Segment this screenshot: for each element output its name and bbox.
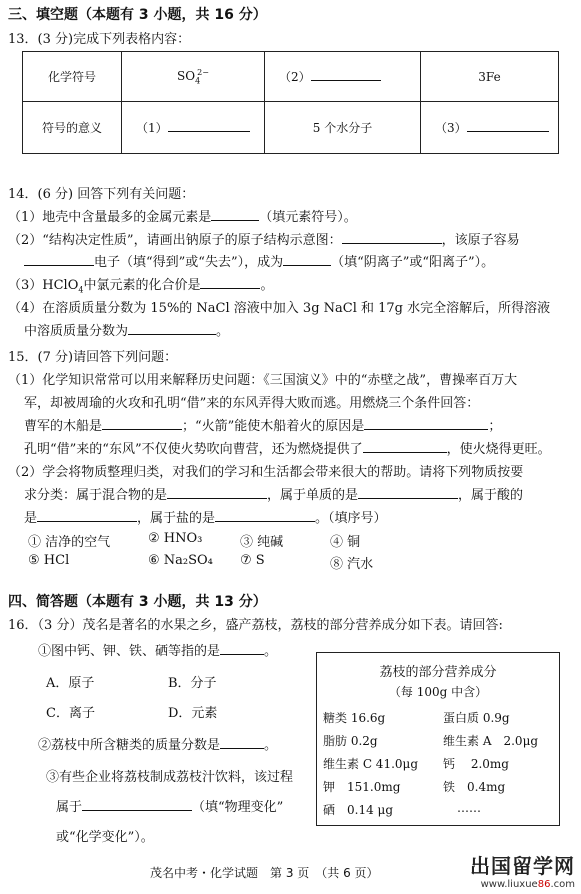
page-footer: 茂名中考・化学试题 第 3 页 （共 6 页） [150,866,379,880]
q15-option-5: ⑤ HCl [28,553,70,568]
q15-3-blank-b [364,417,488,430]
q15-4-text: 孔明“借”来的“东风”不仅使火势吹向曹营，还为燃烧提供了 [24,442,363,457]
q14-2-tail: ，该原子容易 [441,233,520,248]
cell-blank-3 [421,102,559,154]
nutrition-cell: 维生素 A 2.0μg [443,734,539,748]
cell-blank-2 [265,52,421,102]
q15-option-8: ⑧ 汽水 [330,557,374,572]
q14-4-mid: 中氯元素的化合价是 [83,278,201,293]
q15-7-tail: 。（填序号） [315,511,387,526]
q14-6-blank [128,322,216,335]
q14-3-blank-a [24,253,94,266]
q16-option-d: D．元素 [168,706,218,721]
blank-3-label: （3） [435,121,467,135]
q15-line-7 [24,507,387,526]
watermark-url [470,879,575,890]
q15-6-blank-a [167,486,267,499]
q16-sub-2 [38,734,277,753]
q15-option-6: ⑥ Na₂SO₄ [148,553,213,568]
q14-4-tail: 。 [260,278,274,293]
watermark-url-b: 86 [537,879,551,890]
q14-line-6 [24,320,229,339]
nutrition-subtitle: （每 100g 中含） [388,685,488,699]
nutrition-cell: 糖类 16.6g [323,711,386,725]
q15-option-4: ④ 铜 [330,535,361,550]
so4-sup: 2− [197,67,209,77]
q14-line-4 [8,274,274,295]
q15-3-text: 曹军的木船是 [24,419,103,434]
q16-sub-5: 或“化学变化”）。 [56,830,154,845]
q14-3-tail: （填“阴离子”或“阳离子”）。 [331,255,495,270]
q14-stem: 14．(6 分) 回答下列有关问题： [8,187,195,202]
nutrition-cell: 铁 0.4mg [443,780,506,794]
nutrition-cell: …… [457,801,481,815]
so4-sub: 4 [195,76,201,86]
q13-table [22,51,559,154]
blank-2-label: （2） [279,70,311,84]
q15-line-6 [24,484,523,503]
q15-option-7: ⑦ S [240,553,265,568]
watermark [470,850,575,890]
table-head-meaning: 符号的意义 [23,102,122,154]
q16-sub-4 [56,796,283,815]
q15-4-blank [363,440,447,453]
q14-1-blank [211,208,259,221]
q16-1-tail: 。 [264,644,278,659]
watermark-url-c: .com [550,879,575,890]
q14-2-text: （2）“结构决定性质”，请画出钠原子的原子结构示意图： [8,233,342,248]
cell-blank-1 [122,102,265,154]
q16-option-c: C．离子 [46,706,95,721]
q14-1-tail: （填元素符号）。 [259,210,357,225]
nutrition-cell: 硒 0.14 μg [323,803,394,817]
nutrition-cell: 钙 2.0mg [443,757,509,771]
so4-base: SO [177,68,196,83]
q15-4-tail: ，使火烧得更旺。 [446,442,551,457]
q16-option-b: B．分子 [168,676,217,691]
table-head-symbol: 化学符号 [23,52,122,102]
q16-stem: 16．（3 分）茂名是著名的水果之乡，盛产荔枝，荔枝的部分营养成分如下表。请回答: [8,618,503,633]
q14-3-text: 电子（填“得到”或“失去”），成为 [94,255,284,270]
q16-sub-1 [38,640,277,659]
q16-2-blank [220,736,264,749]
q14-line-3 [24,251,494,270]
q16-1-blank [220,642,264,655]
q14-3-blank-b [283,253,331,266]
q15-7-text: 是 [24,511,38,526]
q16-4-text: 属于 [56,800,83,815]
q15-6-tail: ，属于酸的 [458,488,524,503]
cell-so4 [122,52,265,102]
nutrition-cell: 钾 151.0mg [323,780,401,794]
q15-7-mid: ，属于盐的是 [137,511,216,526]
q13-stem: 13．(3 分)完成下列表格内容： [8,32,191,47]
q15-6-mid: ，属于单质的是 [267,488,359,503]
q15-6-blank-b [358,486,458,499]
nutrition-cell: 维生素 C 41.0μg [323,757,419,771]
q15-3-mid: ；“火箭”能使木船着火的原因是 [182,419,365,434]
q15-option-1: ① 洁净的空气 [28,535,111,550]
q15-option-3: ③ 纯碱 [240,535,284,550]
q15-stem: 15．(7 分)请回答下列问题： [8,350,178,365]
q14-line-5: （4）在溶质质量分数为 15%的 NaCl 溶液中加入 3g NaCl 和 17g 水完全溶解后，所得溶液 [8,301,551,316]
nutrition-title: 荔枝的部分营养成分 [379,665,497,680]
q15-3-blank-a [102,417,182,430]
q15-6-text: 求分类：属于混合物的是 [24,488,168,503]
q16-4-tail: （填“物理变化” [192,800,284,815]
q16-2-text: ②荔枝中所含糖类的质量分数是 [38,738,221,753]
blank-3-line [467,119,549,132]
q14-4-sub: 4 [78,285,84,295]
section-4-title: 四、简答题（本题有 3 小题，共 13 分） [8,594,267,610]
q14-2-blank [342,231,442,244]
q16-1-text: ①图中钙、钾、铁、硒等指的是 [38,644,221,659]
q16-option-a: A．原子 [46,676,95,691]
q16-2-tail: 。 [264,738,278,753]
blank-2-line [311,68,381,81]
q16-sub-3: ③有些企业将荔枝制成荔枝汁饮料，该过程 [46,770,294,785]
cell-water: 5 个水分子 [265,102,421,154]
blank-1-label: （1） [136,121,168,135]
q15-3-tail: ； [488,419,502,434]
q15-line-3 [24,415,501,434]
q15-line-2: 军，却被周瑜的火攻和孔明“借”来的东风弄得大败而逃。用燃烧三个条件回答： [24,396,480,411]
nutrition-table [316,652,560,826]
q15-7-blank-a [37,509,137,522]
blank-1-line [168,119,250,132]
q14-line-1 [8,206,357,225]
q14-1-text: （1）地壳中含量最多的金属元素是 [8,210,212,225]
q15-line-1: （1）化学知识常常可以用来解释历史问题：《三国演义》中的“赤壁之战”，曹操率百万大 [8,373,518,388]
q16-4-blank [82,798,192,811]
nutrition-cell: 蛋白质 0.9g [443,711,510,725]
q15-7-blank-b [215,509,315,522]
q14-6-tail: 。 [216,324,230,339]
watermark-text: 出国留学网 [470,854,575,878]
q15-line-4 [24,438,551,457]
watermark-url-a: www.liuxue [480,879,538,890]
section-3-title: 三、填空题（本题有 3 小题，共 16 分） [8,7,267,23]
nutrition-cell: 脂肪 0.2g [323,734,378,748]
q14-4-blank [200,276,260,289]
cell-3fe: 3Fe [421,52,559,102]
q14-4-text: （3）HClO [8,278,79,293]
q15-line-5: （2）学会将物质整理归类，对我们的学习和生活都会带来很大的帮助。请将下列物质按要 [8,465,524,480]
q14-6-text: 中溶质质量分数为 [24,324,129,339]
q15-option-2: ② HNO₃ [148,531,203,546]
q14-line-2 [8,229,520,248]
